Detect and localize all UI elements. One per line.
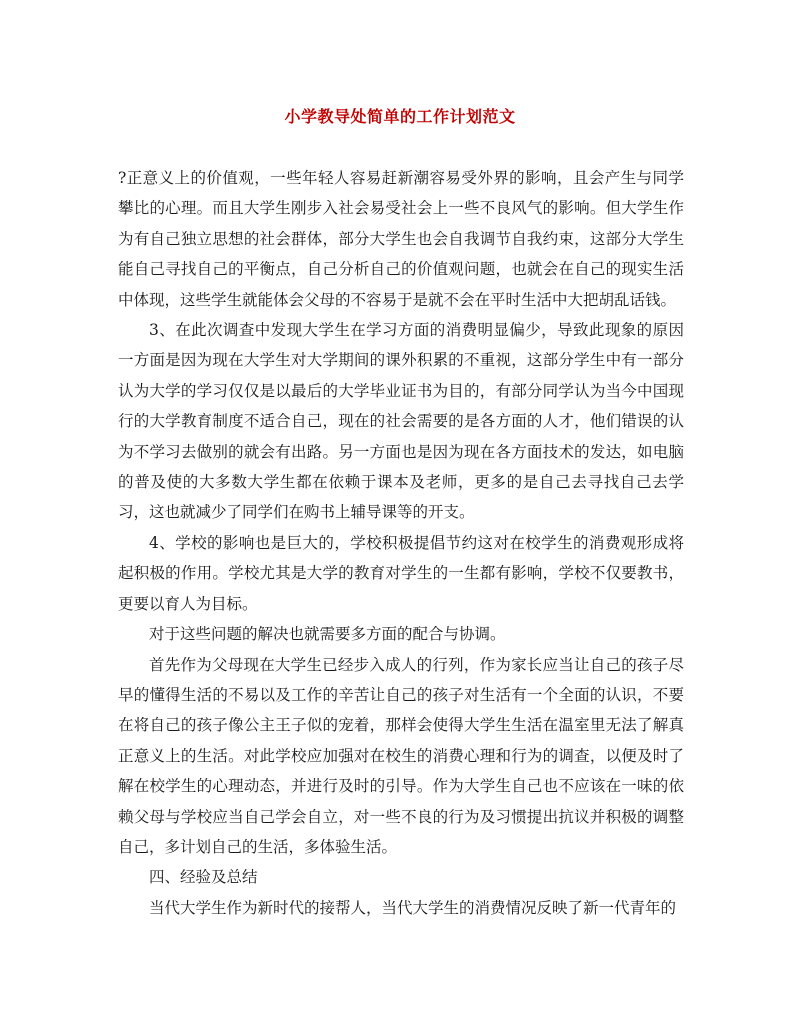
document-body: [118, 163, 684, 923]
paragraph-5: 首先作为父母现在大学生已经步入成人的行列，作为家长应当让自己的孩子尽早的懂得生活的不易以及工作的辛苦让自己的孩子对生活有一个全面的认识，不要在将自己的孩子像公主王子似的宠着，那样会使得大学生生活在温室里无法了解真正意义上的生活。对此学校应加强对在校生的消费心理和行为的调查，以便及时了解在校学生的心理动态，并进行及时的引导。作为大学生自己也不应该在一味的依赖父母与学校应当自己学会自立，对一些不良的行为及习惯提出抗议并积极的调整自己，多计划自己的生活，多体验生活。: [118, 655, 684, 856]
paragraph-4: 对于这些问题的解决也就需要多方面的配合与协调。: [149, 625, 506, 644]
paragraph-2: 3、在此次调查中发现大学生在学习方面的消费明显偏少，导致此现象的原因一方面是因为现在大学生对大学期间的课外积累的不重视，这部分学生中有一部分认为大学的学习仅仅是以最后的大学毕业证书为目的，有部分同学认为当今中国现行的大学教育制度不适合自己，现在的社会需要的是各方面的人才，他们错误的认为不学习去做别的就会有出路。另一方面也是因为现在各方面技术的发达，如电脑的普及使的大多数大学生都在依赖于课本及老师，更多的是自己去寻找自己去学习，这也就减少了同学们在购书上辅导课等的开支。: [118, 321, 684, 522]
paragraph-3: 4、学校的影响也是巨大的，学校积极提倡节约这对在校学生的消费观形成将起积极的作用。学校尤其是大学的教育对学生的一生都有影响，学校不仅要教书，更要以育人为目标。: [118, 533, 684, 613]
paragraph-7: 当代大学生作为新时代的接帮人，当代大学生的消费情况反映了新一代青年的: [149, 898, 677, 917]
paragraph-1: ?正意义上的价值观，一些年轻人容易赶新潮容易受外界的影响，且会产生与同学攀比的心理。而且大学生刚步入社会易受社会上一些不良风气的影响。但大学生作为有自己独立思想的社会群体，部分大学生也会自我调节自我约束，这部分大学生能自己寻找自己的平衡点，自己分析自己的价值观问题，也就会在自己的现实生活中体现，这些学生就能体会父母的不容易于是就不会在平时生活中大把胡乱话钱。: [118, 169, 684, 309]
document-title: 小学教导处简单的工作计划范文: [284, 107, 516, 126]
section-heading: 四、经验及总结: [149, 868, 258, 887]
